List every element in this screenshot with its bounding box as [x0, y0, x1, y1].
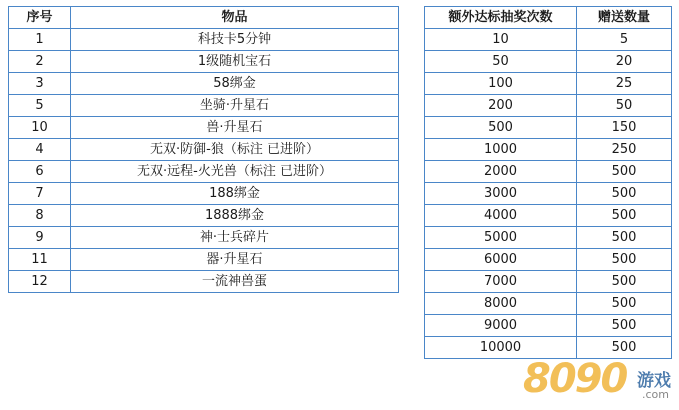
cell-item: 坐骑·升星石: [71, 95, 399, 117]
table-row: [425, 293, 672, 315]
cell-extra-draw-count: 8000: [425, 293, 577, 315]
table-row: [425, 183, 672, 205]
cell-item: 科技卡5分钟: [71, 29, 399, 51]
cell-id: 1: [9, 29, 71, 51]
cell-id: 11: [9, 249, 71, 271]
table-row: [9, 205, 399, 227]
watermark-sub-text: 游戏: [637, 371, 671, 391]
cell-item: 一流神兽蛋: [71, 271, 399, 293]
column-header-gift-amount: 赠送数量: [577, 7, 672, 29]
cell-extra-draw-count: 4000: [425, 205, 577, 227]
cell-item: 58绑金: [71, 73, 399, 95]
table-row: [9, 249, 399, 271]
cell-id: 7: [9, 183, 71, 205]
cell-id: 10: [9, 117, 71, 139]
rewards-table-body: [425, 29, 672, 359]
column-header-extra-draw-count: 额外达标抽奖次数: [425, 7, 577, 29]
site-watermark: [523, 354, 673, 406]
cell-gift-amount: 20: [577, 51, 672, 73]
table-row: [9, 51, 399, 73]
cell-gift-amount: 25: [577, 73, 672, 95]
cell-gift-amount: 500: [577, 249, 672, 271]
cell-item: 神·士兵碎片: [71, 227, 399, 249]
items-table-body: [9, 29, 399, 293]
table-row: [425, 249, 672, 271]
cell-extra-draw-count: 10000: [425, 337, 577, 359]
cell-gift-amount: 500: [577, 205, 672, 227]
column-header-id: 序号: [9, 7, 71, 29]
cell-id: 6: [9, 161, 71, 183]
table-row: [425, 95, 672, 117]
table-row: [425, 161, 672, 183]
cell-extra-draw-count: 2000: [425, 161, 577, 183]
cell-item: 1888绑金: [71, 205, 399, 227]
cell-gift-amount: 500: [577, 161, 672, 183]
table-header-row: [425, 7, 672, 29]
table-row: [425, 73, 672, 95]
cell-extra-draw-count: 1000: [425, 139, 577, 161]
cell-id: 2: [9, 51, 71, 73]
cell-gift-amount: 5: [577, 29, 672, 51]
cell-id: 3: [9, 73, 71, 95]
cell-item: 188绑金: [71, 183, 399, 205]
cell-extra-draw-count: 100: [425, 73, 577, 95]
cell-extra-draw-count: 9000: [425, 315, 577, 337]
cell-gift-amount: 150: [577, 117, 672, 139]
cell-id: 4: [9, 139, 71, 161]
table-row: [9, 161, 399, 183]
table-row: [425, 271, 672, 293]
table-row: [425, 315, 672, 337]
table-row: [425, 117, 672, 139]
table-row: [9, 139, 399, 161]
table-row: [9, 95, 399, 117]
cell-gift-amount: 250: [577, 139, 672, 161]
table-row: [9, 227, 399, 249]
table-row: [9, 73, 399, 95]
cell-id: 9: [9, 227, 71, 249]
cell-item: 兽·升星石: [71, 117, 399, 139]
table-row: [425, 337, 672, 359]
cell-extra-draw-count: 10: [425, 29, 577, 51]
table-row: [9, 271, 399, 293]
cell-id: 12: [9, 271, 71, 293]
cell-extra-draw-count: 5000: [425, 227, 577, 249]
cell-item: 1级随机宝石: [71, 51, 399, 73]
cell-id: 8: [9, 205, 71, 227]
watermark-brand-text: 8090: [523, 356, 627, 402]
watermark-domain-text: .com: [642, 388, 669, 401]
cell-extra-draw-count: 3000: [425, 183, 577, 205]
table-header-row: [9, 7, 399, 29]
column-header-item: 物品: [71, 7, 399, 29]
items-table: [8, 6, 399, 293]
table-row: [9, 183, 399, 205]
cell-gift-amount: 500: [577, 271, 672, 293]
table-row: [425, 205, 672, 227]
table-row: [425, 51, 672, 73]
table-row: [425, 29, 672, 51]
cell-gift-amount: 50: [577, 95, 672, 117]
cell-item: 无双·防御-狼（标注 已进阶）: [71, 139, 399, 161]
rewards-table: [424, 6, 672, 359]
cell-item: 无双·远程-火光兽（标注 已进阶）: [71, 161, 399, 183]
cell-extra-draw-count: 200: [425, 95, 577, 117]
cell-extra-draw-count: 7000: [425, 271, 577, 293]
cell-gift-amount: 500: [577, 227, 672, 249]
table-row: [425, 227, 672, 249]
cell-gift-amount: 500: [577, 183, 672, 205]
cell-gift-amount: 500: [577, 293, 672, 315]
cell-extra-draw-count: 6000: [425, 249, 577, 271]
cell-gift-amount: 500: [577, 337, 672, 359]
cell-id: 5: [9, 95, 71, 117]
table-row: [9, 117, 399, 139]
cell-item: 器·升星石: [71, 249, 399, 271]
table-row: [425, 139, 672, 161]
cell-extra-draw-count: 500: [425, 117, 577, 139]
cell-gift-amount: 500: [577, 315, 672, 337]
cell-extra-draw-count: 50: [425, 51, 577, 73]
table-row: [9, 29, 399, 51]
